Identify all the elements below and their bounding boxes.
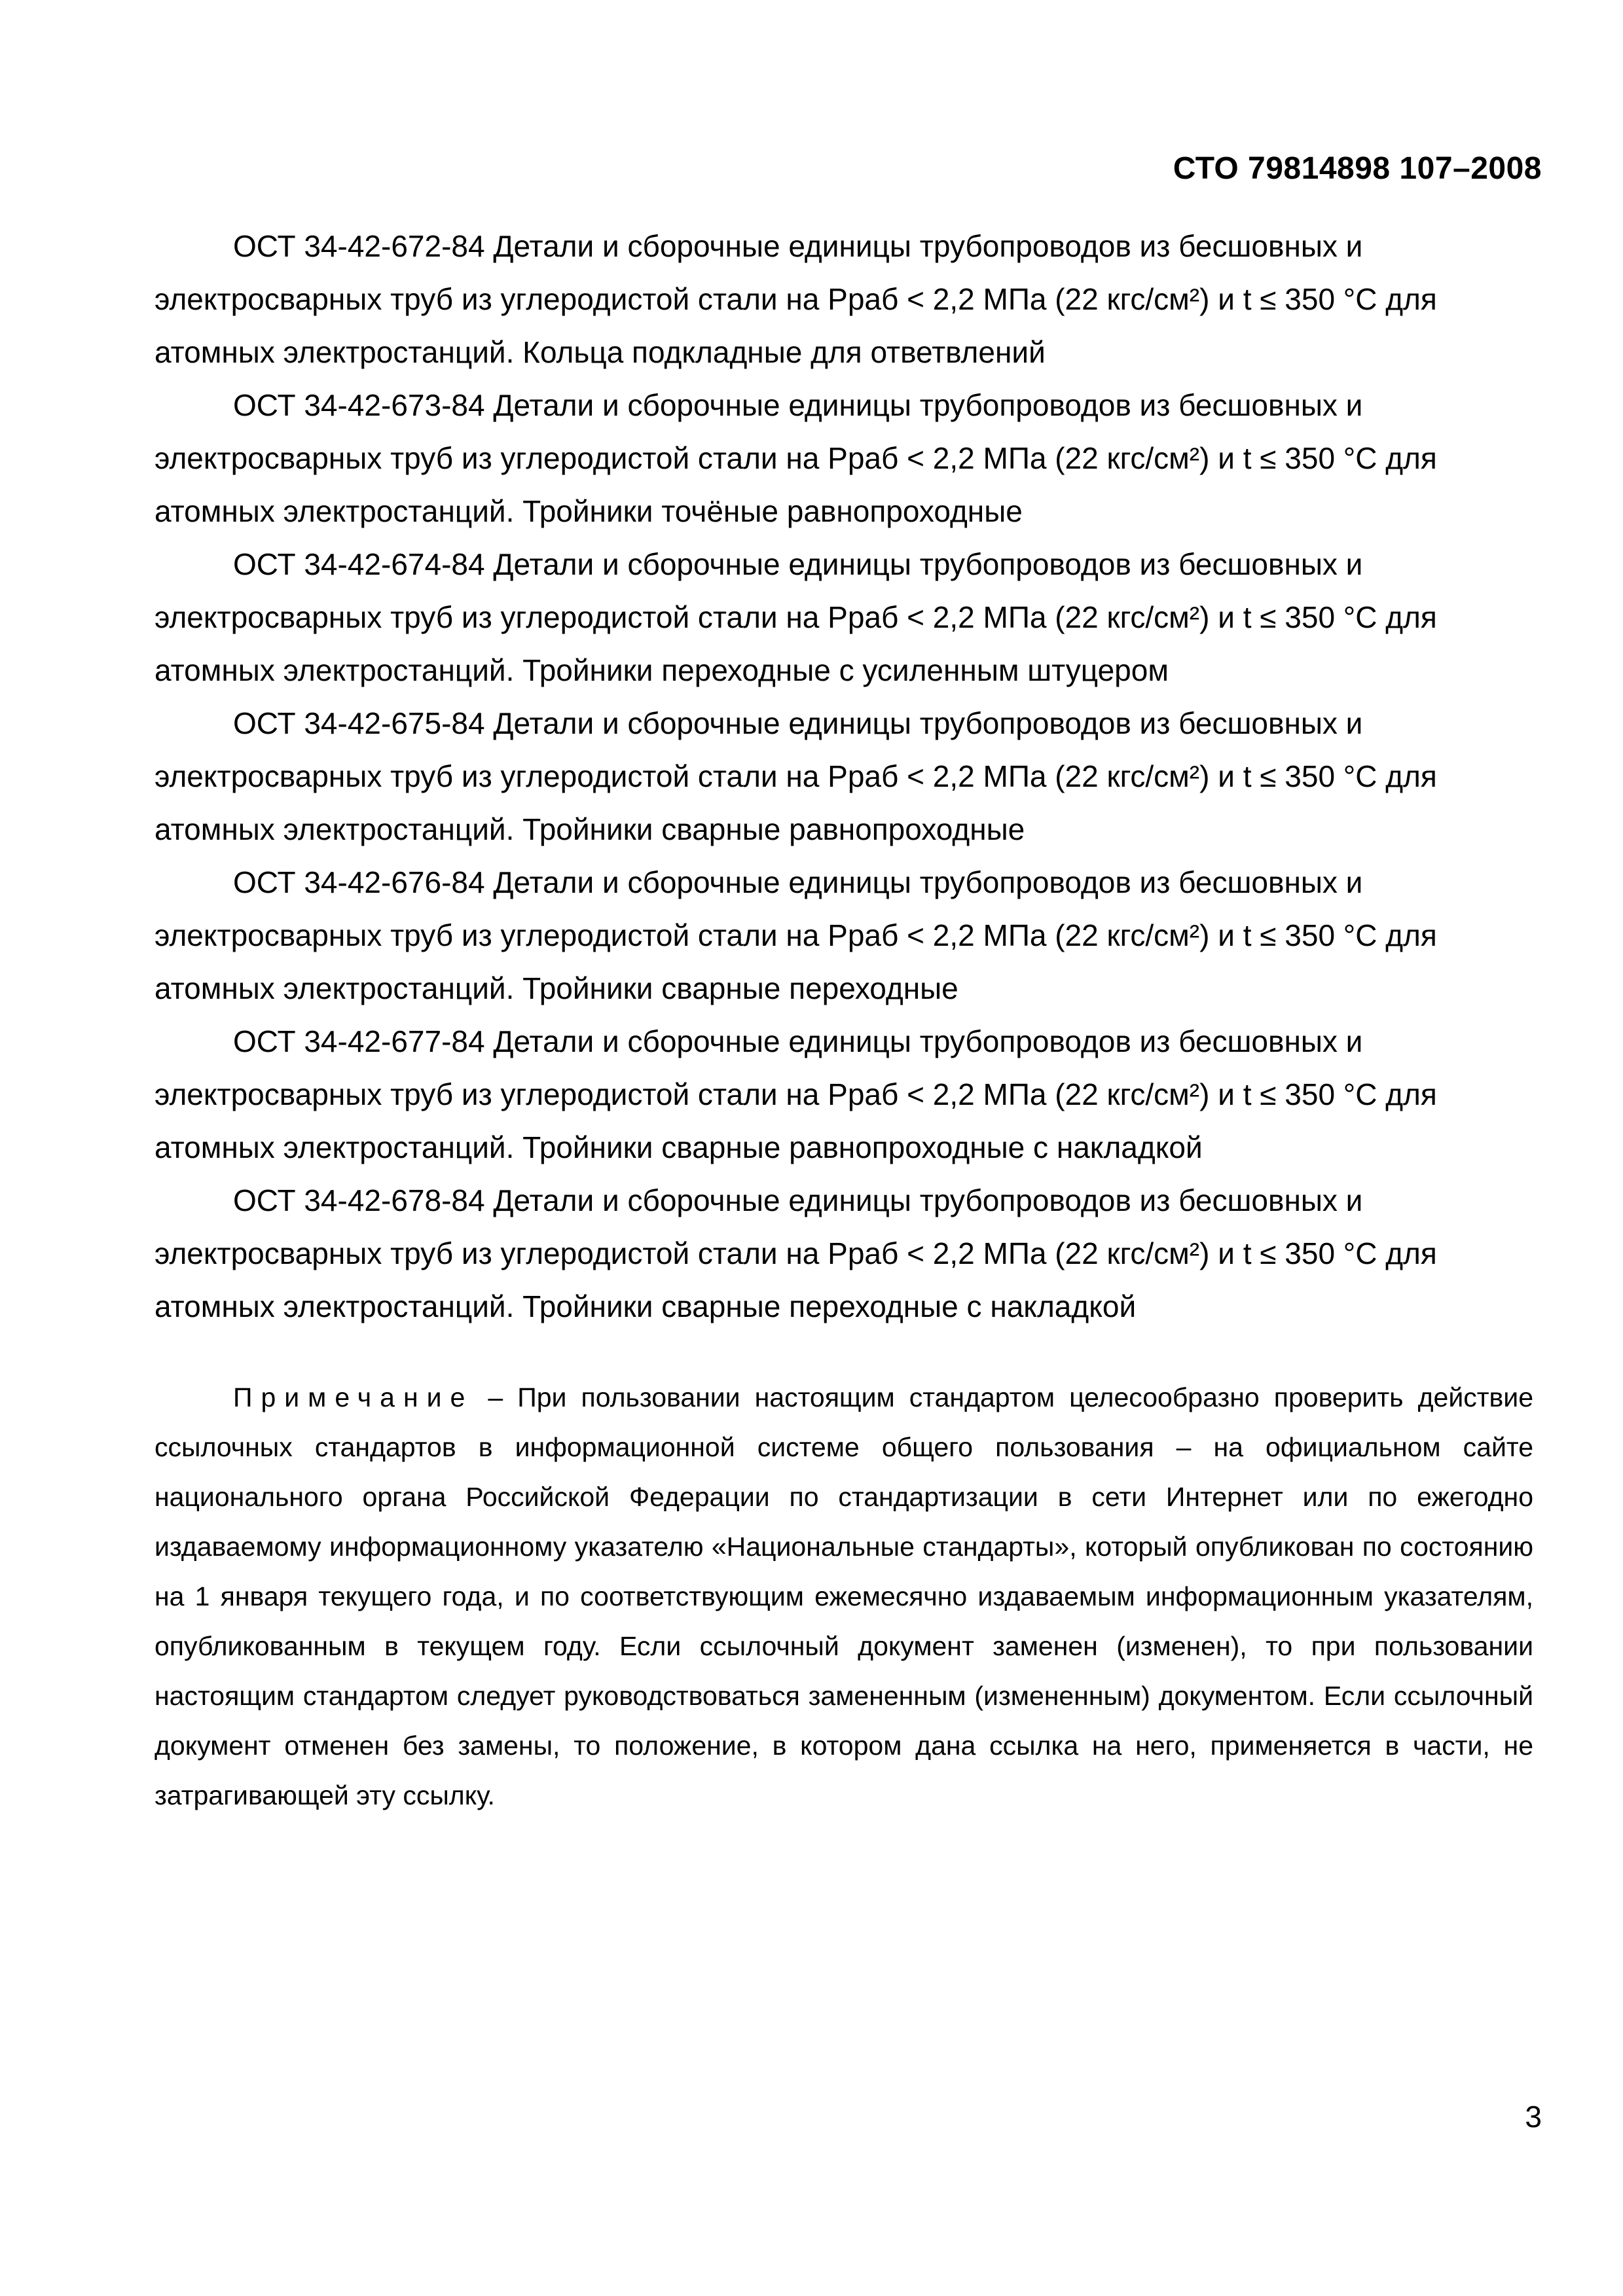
- standard-designation: СТО 79814898 107–2008: [1173, 151, 1542, 186]
- page-number: 3: [1525, 2100, 1542, 2134]
- reference-item: ОСТ 34-42-674-84 Детали и сборочные единицы трубопроводов из бесшовных и электросварных труб из углеродистой стали на Рраб < 2,2 МПа (22 кгс/см²) и t ≤ 350 °С для атомных электростанций. Тройники переходные с усиленным штуцером: [155, 547, 1437, 687]
- reference-item: ОСТ 34-42-672-84 Детали и сборочные единицы трубопроводов из бесшовных и электросварных труб из углеродистой стали на Рраб < 2,2 МПа (22 кгс/см²) и t ≤ 350 °С для атомных электростанций. Кольца подкладные для ответвлений: [155, 229, 1437, 369]
- reference-item: ОСТ 34-42-675-84 Детали и сборочные единицы трубопроводов из бесшовных и электросварных труб из углеродистой стали на Рраб < 2,2 МПа (22 кгс/см²) и t ≤ 350 °С для атомных электростанций. Тройники сварные равнопроходные: [155, 706, 1437, 846]
- note-text: – При пользовании настоящим стандартом целесообразно проверить действие ссылочных стандартов в информационной системе общего пользования – на официальном сайте национального органа Российской Федерации по стандартизации в сети Интернет или по ежегодно издаваемому информационному указателю «Национальные стандарты», который опубликован по состоянию на 1 января текущего года, и по соответствующим ежемесячно издаваемым информационным указателям, опубликованным в текущем году. Если ссылочный документ заменен (изменен), то при пользовании настоящим стандартом следует руководствоваться замененным (измененным) документом. Если ссылочный документ отменен без замены, то положение, в котором дана ссылка на него, применяется в части, не затрагивающей эту ссылку.: [155, 1382, 1533, 1810]
- normative-references-list: [155, 220, 1533, 1333]
- reference-item: ОСТ 34-42-677-84 Детали и сборочные единицы трубопроводов из бесшовных и электросварных труб из углеродистой стали на Рраб < 2,2 МПа (22 кгс/см²) и t ≤ 350 °С для атомных электростанций. Тройники сварные равнопроходные с накладкой: [155, 1024, 1437, 1164]
- note-label: Примечание: [233, 1382, 474, 1412]
- reference-item: ОСТ 34-42-676-84 Детали и сборочные единицы трубопроводов из бесшовных и электросварных труб из углеродистой стали на Рраб < 2,2 МПа (22 кгс/см²) и t ≤ 350 °С для атомных электростанций. Тройники сварные переходные: [155, 865, 1437, 1005]
- reference-item: ОСТ 34-42-673-84 Детали и сборочные единицы трубопроводов из бесшовных и электросварных труб из углеродистой стали на Рраб < 2,2 МПа (22 кгс/см²) и t ≤ 350 °С для атомных электростанций. Тройники точёные равнопроходные: [155, 388, 1437, 528]
- reference-item: ОСТ 34-42-678-84 Детали и сборочные единицы трубопроводов из бесшовных и электросварных труб из углеродистой стали на Рраб < 2,2 МПа (22 кгс/см²) и t ≤ 350 °С для атомных электростанций. Тройники сварные переходные с накладкой: [155, 1183, 1437, 1323]
- note-paragraph: [155, 1372, 1533, 1820]
